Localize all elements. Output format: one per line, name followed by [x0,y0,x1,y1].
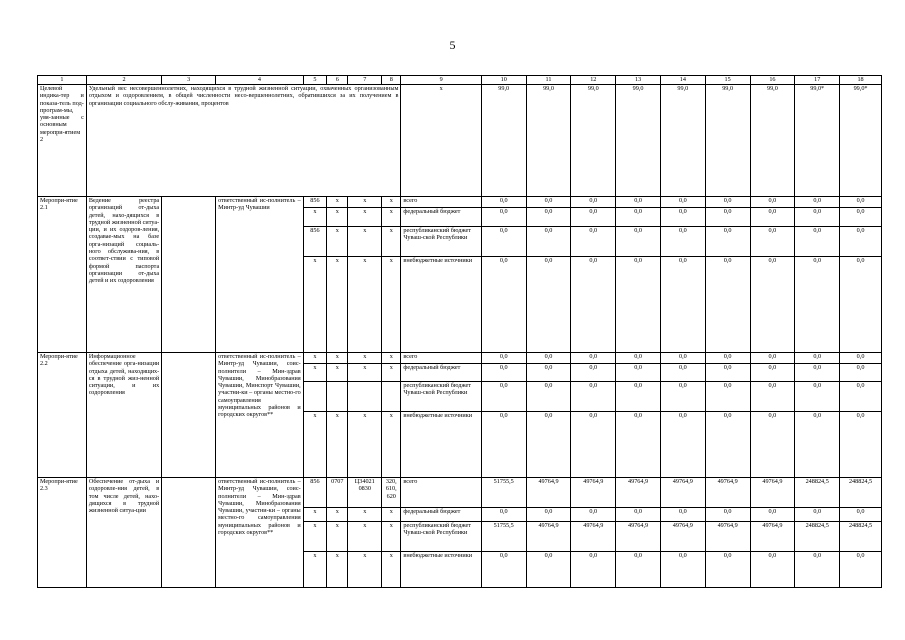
funding-value: 0,0 [481,257,526,353]
funding-source: федеральный бюджет [401,364,481,382]
funding-value: 0,0 [481,552,526,588]
code-section: х [327,412,348,478]
column-number: 7 [348,76,382,85]
code-grbs: х [303,364,326,382]
funding-source: федеральный бюджет [401,508,481,522]
column-number: 14 [660,76,705,85]
funding-value: 0,0 [795,412,840,478]
code-grbs: х [303,508,326,522]
code-target: х [348,508,382,522]
funding-value: 0,0 [526,364,571,382]
funding-value: 248824,5 [840,478,882,508]
code-target [348,382,382,412]
funding-value: 0,0 [705,208,750,227]
code-expense: х [382,227,401,257]
code-expense: х [382,412,401,478]
funding-value: 0,0 [795,364,840,382]
code-target: х [348,208,382,227]
measure-label: Меропри-ятие 2.2 [38,353,87,478]
funding-value: 0,0 [571,353,616,364]
funding-value: 0,0 [840,227,882,257]
code-section: 0707 [327,478,348,508]
funding-value: 0,0 [616,508,661,522]
funding-value: 0,0 [705,197,750,208]
code-expense: х [382,508,401,522]
measure-label: Меропри-ятие 2.1 [38,197,87,353]
funding-value: 0,0 [571,257,616,353]
funding-value: 0,0 [795,227,840,257]
code-section: х [327,197,348,208]
funding-value: 0,0 [750,552,795,588]
funding-value: 49764,9 [616,522,661,552]
funding-value: 0,0 [840,382,882,412]
funding-value: 0,0 [526,257,571,353]
funding-value: 0,0 [795,353,840,364]
funding-source: всего [401,353,481,364]
column-number: 13 [616,76,661,85]
funding-value: 49764,9 [660,522,705,552]
indicator-value: 99,0 [481,85,526,197]
code-expense: х [382,552,401,588]
column-number: 12 [571,76,616,85]
funding-value: 0,0 [526,412,571,478]
page-number: 5 [449,38,456,52]
funding-value: 0,0 [660,412,705,478]
funding-value: 0,0 [526,552,571,588]
funding-value: 0,0 [705,227,750,257]
funding-value: 248824,5 [795,522,840,552]
column-number: 10 [481,76,526,85]
funding-value: 0,0 [616,227,661,257]
funding-value: 0,0 [750,353,795,364]
funding-value: 0,0 [660,353,705,364]
code-section: х [327,522,348,552]
funding-value: 0,0 [840,364,882,382]
funding-value: 49764,9 [750,522,795,552]
funding-value: 0,0 [795,197,840,208]
funding-value: 0,0 [840,197,882,208]
code-target: х [348,522,382,552]
code-expense: х [382,353,401,364]
funding-value: 0,0 [660,227,705,257]
funding-value: 0,0 [616,412,661,478]
code-section: х [327,552,348,588]
funding-value: 0,0 [481,353,526,364]
funding-value: 0,0 [571,552,616,588]
code-target: х [348,552,382,588]
funding-value: 0,0 [616,197,661,208]
funding-value: 0,0 [526,197,571,208]
indicator-row [38,85,882,197]
code-section: х [327,353,348,364]
column-number: 17 [795,76,840,85]
column-number: 1 [38,76,87,85]
column-number-row [38,76,882,85]
funding-value: 0,0 [705,508,750,522]
funding-value: 0,0 [571,208,616,227]
funding-value: 0,0 [660,257,705,353]
funding-value: 0,0 [481,197,526,208]
code-grbs: х [303,552,326,588]
funding-value: 49764,9 [705,478,750,508]
funding-value: 0,0 [616,257,661,353]
indicator-value: 99,0 [526,85,571,197]
code-target: Ц34021 0830 [348,478,382,508]
code-expense [382,382,401,412]
code-section: х [327,227,348,257]
funding-value: 0,0 [616,364,661,382]
funding-source: внебюджетные источники [401,552,481,588]
funding-value: 0,0 [571,382,616,412]
funding-value: 0,0 [616,552,661,588]
indicator-value: 99,0* [795,85,840,197]
funding-value: 49764,9 [616,478,661,508]
funding-value: 0,0 [571,364,616,382]
funding-value: 0,0 [660,364,705,382]
code-expense: х [382,197,401,208]
column-number: 6 [327,76,348,85]
code-target: х [348,353,382,364]
funding-value: 0,0 [481,364,526,382]
code-section: х [327,257,348,353]
funding-value: 49764,9 [526,478,571,508]
funding-value: 0,0 [795,257,840,353]
code-target: х [348,227,382,257]
code-grbs: х [303,522,326,552]
indicator-value: 99,0 [750,85,795,197]
code-grbs: 856 [303,227,326,257]
funding-value: 248824,5 [795,478,840,508]
code-grbs: х [303,353,326,364]
column-number: 18 [840,76,882,85]
funding-value: 0,0 [660,552,705,588]
funding-value: 0,0 [750,364,795,382]
funding-value: 0,0 [660,208,705,227]
code-section [327,382,348,412]
code-grbs: х [303,412,326,478]
column-number: 11 [526,76,571,85]
empty-cell [162,478,216,588]
funding-value: 0,0 [481,382,526,412]
measure-executor: ответственный ис-полнитель – Минтр-уд Чувашии [216,197,304,353]
column-number: 2 [86,76,161,85]
column-number: 16 [750,76,795,85]
funding-value: 248824,5 [840,522,882,552]
funding-source: республиканский бюджет Чуваш-ской Республики [401,522,481,552]
code-expense: х [382,208,401,227]
measure-row [38,197,882,208]
funding-value: 0,0 [660,508,705,522]
code-grbs [303,382,326,412]
funding-value: 0,0 [750,208,795,227]
code-expense: х [382,257,401,353]
funding-value: 0,0 [795,508,840,522]
funding-value: 0,0 [795,382,840,412]
funding-value: 49764,9 [660,478,705,508]
indicator-value: 99,0 [660,85,705,197]
code-target: х [348,364,382,382]
funding-value: 0,0 [526,508,571,522]
indicator-text: Удельный вес несовершеннолетних, находящихся в трудной жизненной ситуации, охваченных организованным отдыхом и оздоровлением, в общей численности несо-вершеннолетних, обратившихся за их получением в организации социального обслу-живания, процентов [86,85,401,197]
funding-value: 0,0 [840,552,882,588]
funding-value: 49764,9 [705,522,750,552]
funding-value: 49764,9 [571,478,616,508]
funding-source: внебюджетные источники [401,257,481,353]
code-grbs: х [303,257,326,353]
funding-value: 49764,9 [571,522,616,552]
code-grbs: х [303,208,326,227]
funding-value: 0,0 [571,412,616,478]
funding-value: 0,0 [795,552,840,588]
measure-row [38,353,882,364]
funding-value: 0,0 [840,208,882,227]
funding-value: 0,0 [705,552,750,588]
funding-source: республиканский бюджет Чуваш-ской Республики [401,227,481,257]
column-number: 8 [382,76,401,85]
indicator-value: 99,0 [616,85,661,197]
funding-value: 0,0 [481,227,526,257]
funding-value: 0,0 [526,353,571,364]
code-section: х [327,364,348,382]
funding-value: 49764,9 [750,478,795,508]
funding-value: 49764,9 [526,522,571,552]
code-target: х [348,257,382,353]
funding-value: 0,0 [616,208,661,227]
funding-value: 0,0 [705,412,750,478]
funding-value: 0,0 [660,197,705,208]
indicator-label: Целевой индика-тер и показа-тель под-програм-мы, увя-занные с основным меропри-ятием 2 [38,85,87,197]
empty-cell [162,353,216,478]
measure-name: Информационное обеспечение орга-низации отдыха детей, находящих-ся в трудной жиз-ненной ситуации, и их оздоровления [86,353,161,478]
empty-cell [162,197,216,353]
code-expense: 320, 610, 620 [382,478,401,508]
funding-value: 0,0 [840,508,882,522]
funding-value: 0,0 [616,382,661,412]
code-target: х [348,197,382,208]
funding-source: федеральный бюджет [401,208,481,227]
funding-source: всего [401,478,481,508]
funding-value: 0,0 [840,257,882,353]
code-target: х [348,412,382,478]
funding-value: 0,0 [571,227,616,257]
funding-value: 0,0 [750,412,795,478]
funding-value: 0,0 [526,227,571,257]
measure-row [38,478,882,508]
code-grbs: 856 [303,197,326,208]
funding-value: 0,0 [840,412,882,478]
funding-value: 0,0 [571,508,616,522]
funding-value: 0,0 [840,353,882,364]
funding-source: внебюджетные источники [401,412,481,478]
measure-executor: ответственный ис-полнитель – Минтр-уд Чувашии, соис-полнители – Мин-здрав Чувашии, Минобразования Чувашии, участни-ки – органы местно-го самоуправления муниципальных районов и городских округов** [216,478,304,588]
funding-value: 0,0 [750,382,795,412]
program-table [37,75,882,588]
funding-value: 0,0 [481,412,526,478]
funding-source: республиканский бюджет Чуваш-ской Республики [401,382,481,412]
funding-value: 0,0 [481,508,526,522]
funding-value: 0,0 [571,197,616,208]
funding-value: 51755,5 [481,478,526,508]
funding-value: 0,0 [705,382,750,412]
measure-executor: ответственный ис-полнитель – Минтр-уд Чувашии, соис-полнители – Мин-здрав Чувашии, Минобразования Чувашии, Минспорт Чувашии, участни-ки – органы местно-го самоуправления муниципальных районов и городских округов** [216,353,304,478]
measure-name: Ведение реестра организаций от-дыха детей, нахо-дящихся в трудной жизненной ситуа-ции, и их оздоров-ления, создавае-мых на базе орга-низаций социаль-ного обслужива-ния, в соответ-ствии с типовой формой паспорта организации от-дыха детей и их оздоровления [86,197,161,353]
code-grbs: 856 [303,478,326,508]
funding-value: 0,0 [481,208,526,227]
code-section: х [327,208,348,227]
funding-value: 0,0 [750,508,795,522]
funding-value: 0,0 [705,364,750,382]
column-number: 3 [162,76,216,85]
funding-value: 0,0 [705,257,750,353]
funding-value: 0,0 [616,353,661,364]
funding-value: 0,0 [526,208,571,227]
funding-source: всего [401,197,481,208]
funding-value: 0,0 [526,382,571,412]
code-expense: х [382,364,401,382]
column-number: 5 [303,76,326,85]
funding-value: 0,0 [750,227,795,257]
code-expense: х [382,522,401,552]
indicator-col9: х [401,85,481,197]
measure-name: Обеспечение от-дыха и оздоровле-ния детей, в том числе детей, нахо-дящихся в трудной жизненной ситуа-ции [86,478,161,588]
funding-value: 0,0 [750,197,795,208]
funding-value: 0,0 [750,257,795,353]
funding-value: 0,0 [705,353,750,364]
column-number: 15 [705,76,750,85]
indicator-value: 99,0 [571,85,616,197]
column-number: 4 [216,76,304,85]
code-section: х [327,508,348,522]
indicator-value: 99,0* [840,85,882,197]
funding-value: 0,0 [795,208,840,227]
indicator-value: 99,0 [705,85,750,197]
funding-value: 51755,5 [481,522,526,552]
funding-value: 0,0 [660,382,705,412]
column-number: 9 [401,76,481,85]
measure-label: Меропри-ятие 2.3 [38,478,87,588]
